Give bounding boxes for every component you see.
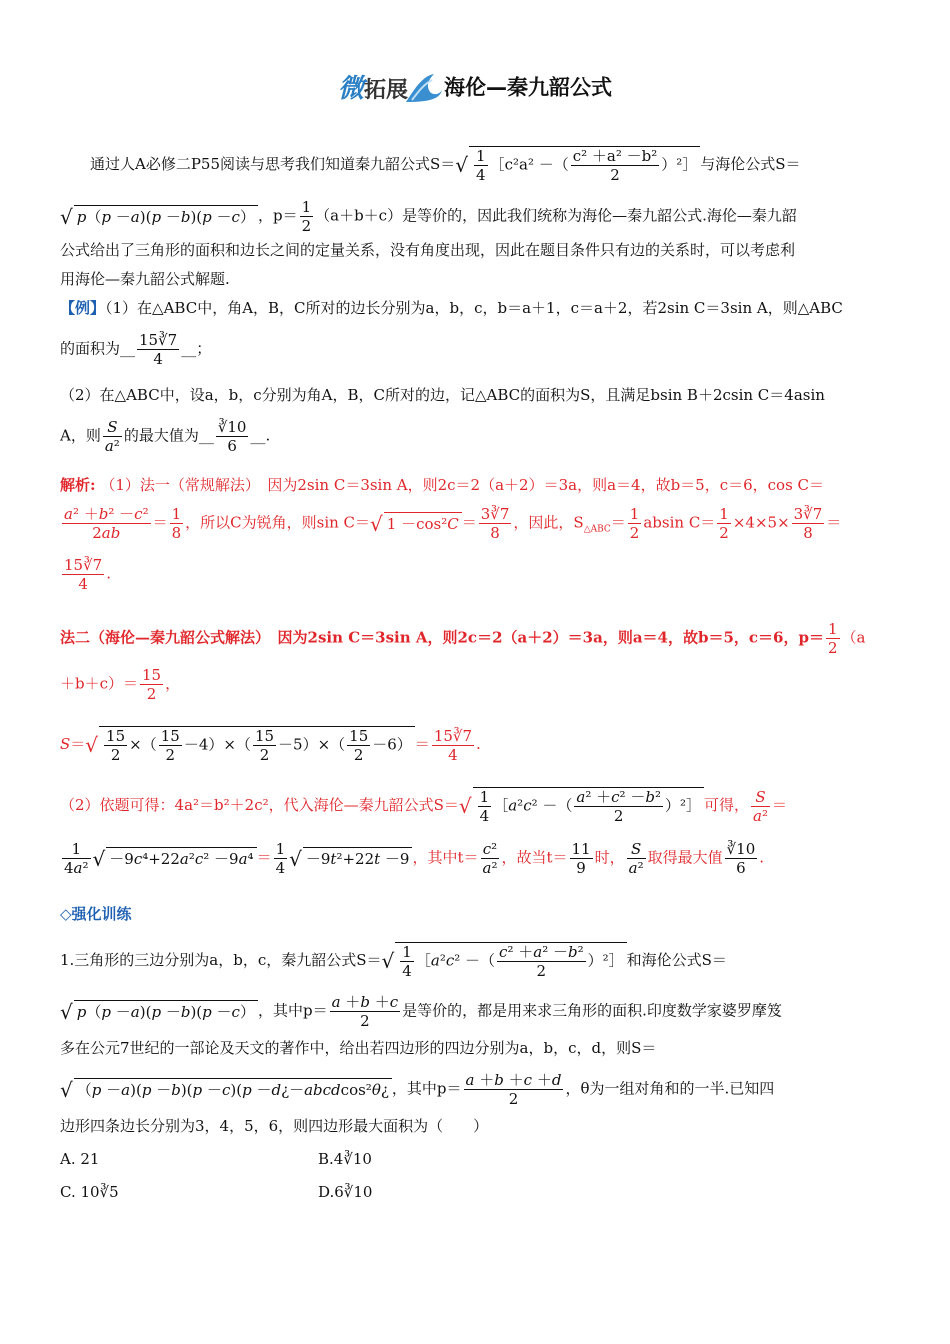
intro-line-4: 用海伦—秦九韶公式解题. bbox=[60, 270, 230, 288]
solution-method1-result: $\frac{15∛7}{4}$ . bbox=[64, 556, 111, 593]
intro-line-2: √ p（p －a)(p －b)(p －c） ，p＝ $\frac{1}{2}$ （a＋b＋c）是等价的，因此我们统称为海伦—秦九韶公式.海伦—秦九韶 bbox=[60, 198, 797, 235]
example-q2: （2）在△ABC中，设a，b，c分别为角A，B，C所对的边，记△ABC的面积为S，且满足bsin B＋2csin C＝4asin bbox=[60, 386, 825, 404]
solution-method2-heron: S＝√ $\frac{15}{2}$ ×（ $\frac{15}{2}$ －4）×（ $\frac{15}{2}$ －5）×（ $\frac{15}{2}$ －6） ＝ $\frac{15∛7}{4}$ . bbox=[60, 726, 481, 764]
training-q1-line2: √ p（p －a)(p －b)(p －c） ，其中p＝ $\frac{a +b +c}{2}$ 是等价的，都是用来求三角形的面积.印度数学家婆罗摩笈 bbox=[60, 993, 782, 1030]
wave-logo-icon bbox=[404, 70, 444, 104]
option-c[interactable]: C. 10∛5 bbox=[60, 1183, 119, 1201]
training-q1-line1: 1.三角形的三边分别为a，b，c，秦九韶公式S＝√ $\frac{1}{4}$ ［a²c² －（ $\frac{\text{c² ＋a² －b²}}{2}$ ）²］ 和海伦公式S＝ bbox=[60, 943, 727, 980]
intro-line-1: 通过人A必修二P55阅读与思考我们知道秦九韶公式S＝√ $\frac{1}{4}$ ［c²a² －（ $\frac{\text{c² ＋a² －b²}}{2}$ ）²］ 与海伦公式S＝ bbox=[90, 147, 801, 184]
solution-method1-line2: $\frac{\text{a² ＋b² －c²}}{2ab}$ ＝ $\frac{1}{8}$ ，所以C为锐角，则sin C＝√ 1 －cos²C ＝ $\frac{3∛7}{8}$ ，因此，$S_{\triangle ABC}=$ $\frac{1}{2}$ absin C＝ $\frac{1}{2}$ ×4×5× $\frac{3∛7}{8}$ ＝ bbox=[64, 505, 842, 542]
example-q1-answer: 的面积为__ $\frac{15∛7}{4}$ __； bbox=[60, 331, 212, 368]
solution-method2-line2: ＋b＋c）＝ $\frac{15}{2}$ ， bbox=[60, 666, 181, 703]
option-d[interactable]: D.6∛10 bbox=[318, 1183, 373, 1201]
training-q1-line3: 多在公元7世纪的一部论及天文的著作中，给出若四边形的四边分别为a，b，c，d，则S＝ bbox=[60, 1039, 657, 1057]
page-title: 微拓展 海伦—秦九韶公式 bbox=[0, 68, 950, 105]
answer-1: $\frac{15∛7}{4}$ bbox=[139, 331, 178, 368]
weituozhan-badge: 微拓展 bbox=[337, 74, 409, 104]
training-q1-line4: √ （p －a)(p －b)(p －c)(p －d¿－abcdcos²θ¿ ，其中p＝ $\frac{a +b +c +d}{2}$ ，θ为一组对角和的一半.已知四 bbox=[60, 1071, 775, 1108]
training-q1-line5: 边形四条边长分别为3，4，5，6，则四边形最大面积为（ ） bbox=[60, 1117, 489, 1135]
solution-method1-line1: 解析: （1）法一（常规解法） 因为2sin C＝3sin A，则2c＝2（a＋2）＝3a，则a＝4，故b＝5，c＝6，cos C＝ bbox=[60, 476, 825, 494]
training-heading: ◇强化训练 bbox=[60, 905, 132, 923]
option-a[interactable]: A. 21 bbox=[60, 1150, 100, 1168]
answer-2: $\frac{∛10}{6}$ bbox=[217, 418, 247, 455]
example-q1: 【例】（1）在△ABC中，角A，B，C所对的边长分别为a，b，c，b＝a＋1，c＝a＋2，若2sin C＝3sin A，则△ABC bbox=[60, 299, 843, 317]
example-q2-answer: A，则 $\frac{S}{\text{a²}}$ 的最大值为__ $\frac{∛10}{6}$ __. bbox=[60, 418, 271, 455]
solution-part2-line1: （2）依题可得：4a²＝b²＋2c²，代入海伦—秦九韶公式S＝√ $\frac{1}{4}$ ［a²c² －（ $\frac{\text{a² ＋c² －b²}}{2}$ ）²］ 可得， $\frac{S}{\text{a²}}$ ＝ bbox=[60, 787, 787, 825]
option-b[interactable]: B.4∛10 bbox=[318, 1150, 372, 1168]
solution-part2-line2: $\frac{1}{\text{4a²}}$ √ －9c⁴+22a²c² －9a⁴ ＝ $\frac{1}{4}$ √ －9t²+22t －9 ，其中t＝ $\frac{\text{c²}}{\text{a²}}$ ，故当t＝ $\frac{11}{9}$ 时， $\frac{S}{\text{a²}}$ 取得最大值 $\frac{∛10}{6}$ . bbox=[64, 840, 765, 877]
solution-method2-line1: 法二（海伦—秦九韶公式解法） 因为2sin C＝3sin A，则2c＝2（a＋2）＝3a，则a＝4，故b＝5，c＝6，p＝ $\frac{1}{2}$ （a bbox=[60, 620, 866, 657]
intro-line-3: 公式给出了三角形的面积和边长之间的定量关系，没有角度出现，因此在题目条件只有边的关系时，可以考虑利 bbox=[60, 241, 796, 259]
